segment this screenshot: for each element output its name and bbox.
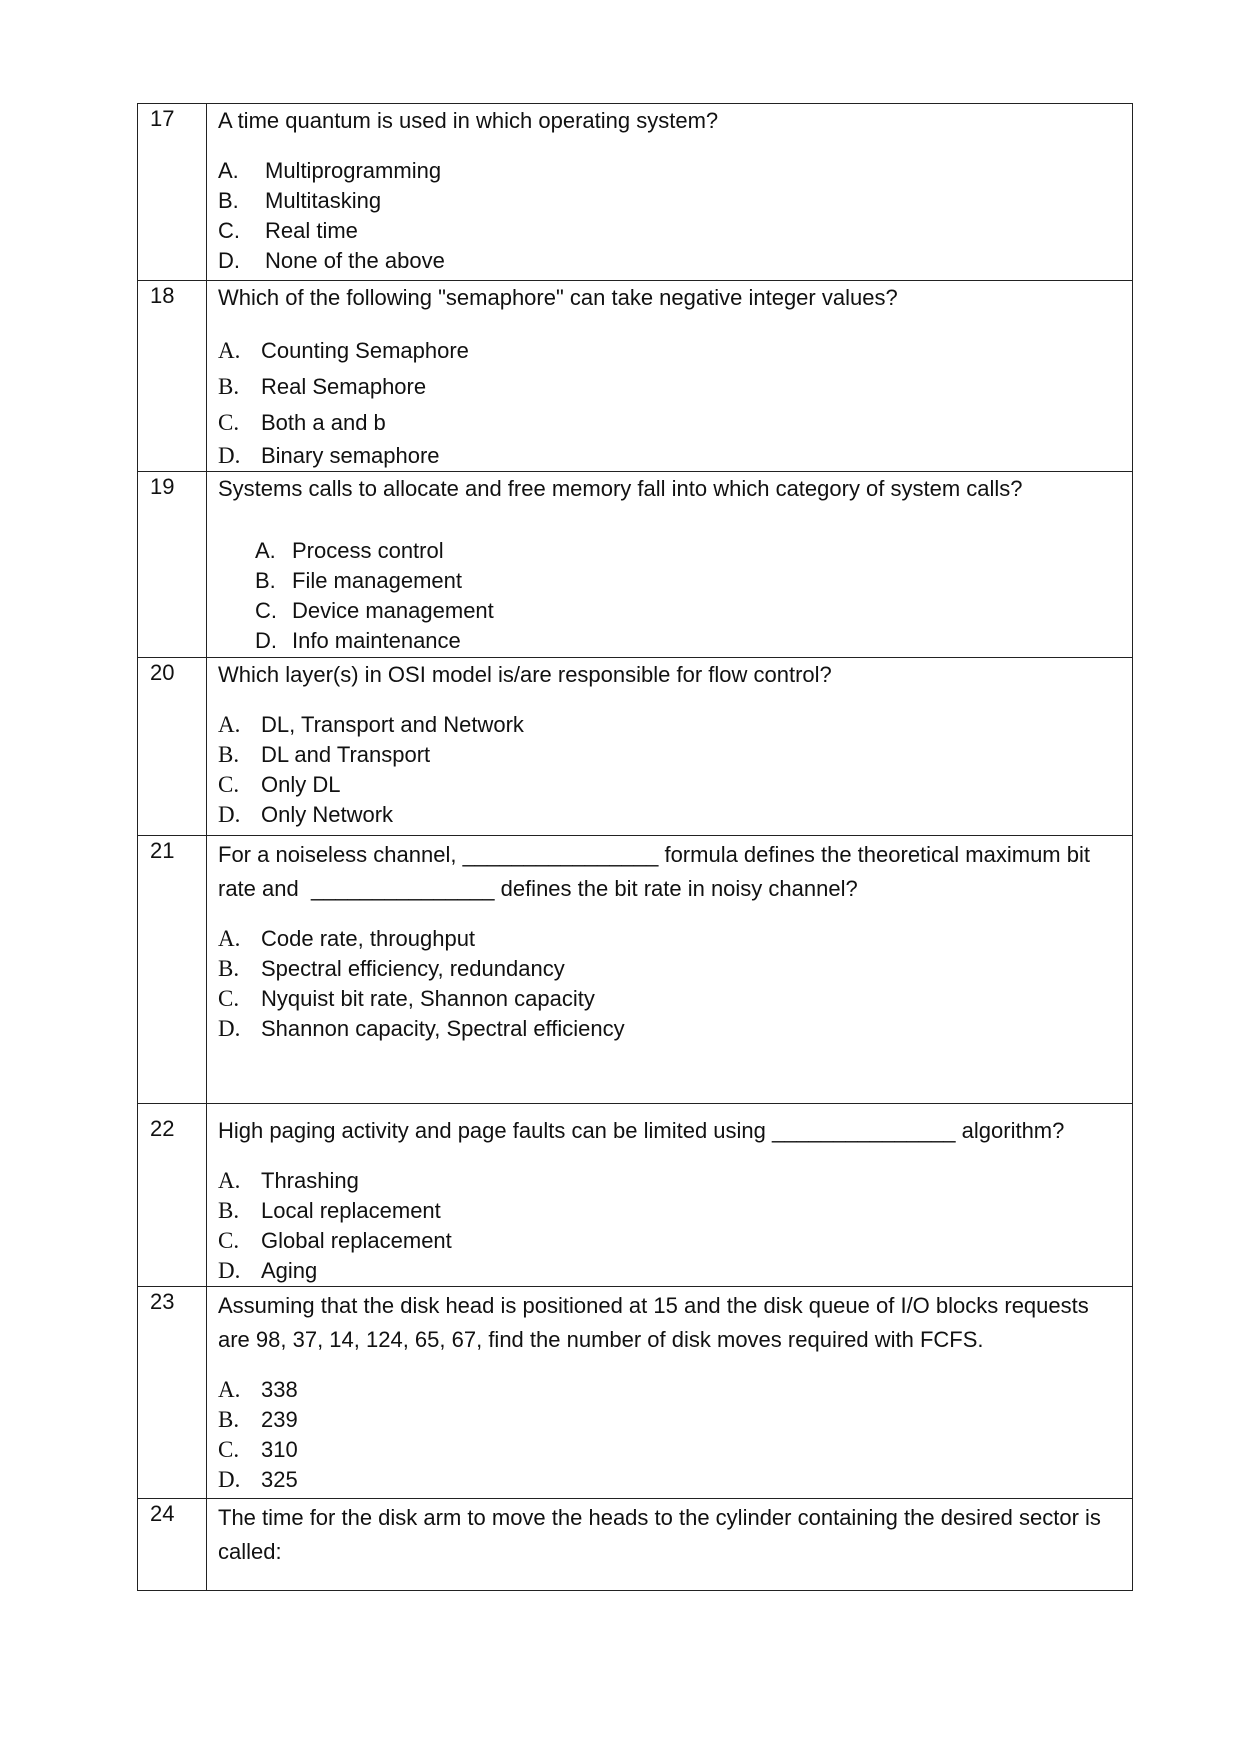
option-item <box>218 984 1122 1014</box>
question-row <box>138 1104 1133 1287</box>
question-text: Systems calls to allocate and free memory fall into which category of system calls? <box>218 476 1023 501</box>
question-cell <box>207 281 1133 472</box>
option-text: Only DL <box>261 772 341 797</box>
option-letter: C. <box>218 410 240 435</box>
option-letter: B. <box>255 568 276 593</box>
option-letter: C. <box>218 218 240 243</box>
question-number: 24 <box>138 1499 207 1591</box>
question-row <box>138 472 1133 658</box>
options-list <box>218 710 1122 830</box>
option-letter: B. <box>218 956 240 981</box>
option-letter: B. <box>218 374 240 399</box>
question-text: The time for the disk arm to move the heads to the cylinder containing the desired sector is called: <box>218 1505 1101 1564</box>
question-sheet <box>137 103 1133 1591</box>
option-item <box>218 924 1122 954</box>
question-text: For a noiseless channel, ________________ formula defines the theoretical maximum bit rate and _______________ defines the bit rate in noisy channel? <box>218 842 1097 901</box>
option-item <box>218 333 1122 369</box>
option-text: Aging <box>261 1258 318 1283</box>
option-text: DL, Transport and Network <box>261 712 524 737</box>
option-text: 239 <box>261 1407 298 1432</box>
option-text: Thrashing <box>261 1168 359 1193</box>
question-cell <box>207 472 1133 658</box>
question-cell <box>207 658 1133 836</box>
option-letter: D. <box>218 1258 241 1283</box>
option-item <box>218 1405 1122 1435</box>
option-letter: D. <box>218 248 240 273</box>
question-cell <box>207 1499 1133 1591</box>
option-text: Nyquist bit rate, Shannon capacity <box>261 986 595 1011</box>
option-item <box>218 596 1122 626</box>
option-text: 338 <box>261 1377 298 1402</box>
option-letter: A. <box>255 538 276 563</box>
option-text: Local replacement <box>261 1198 441 1223</box>
option-text: Only Network <box>261 802 394 827</box>
option-letter: D. <box>218 1467 241 1492</box>
question-text: A time quantum is used in which operating system? <box>218 108 719 133</box>
option-item <box>218 536 1122 566</box>
options-list <box>218 536 1122 656</box>
question-text: Assuming that the disk head is positioned at 15 and the disk queue of I/O blocks requests are 98, 37, 14, 124, 65, 67, find the number of disk moves required with FCFS. <box>218 1293 1089 1352</box>
option-text: Code rate, throughput <box>261 926 476 951</box>
option-item <box>218 1226 1122 1256</box>
question-cell <box>207 1104 1133 1287</box>
option-letter: B. <box>218 1198 240 1223</box>
option-letter: B. <box>218 1407 240 1432</box>
options-list <box>218 1166 1122 1286</box>
question-number: 19 <box>138 472 207 658</box>
question-row <box>138 836 1133 1104</box>
option-text: DL and Transport <box>261 742 431 767</box>
question-row <box>138 658 1133 836</box>
option-item <box>218 1465 1122 1495</box>
option-item <box>218 369 1122 405</box>
option-item <box>218 1196 1122 1226</box>
option-item <box>218 441 1122 471</box>
question-number: 21 <box>138 836 207 1104</box>
option-text: Binary semaphore <box>261 443 440 468</box>
question-row <box>138 104 1133 281</box>
option-item <box>218 1166 1122 1196</box>
options-list <box>218 156 1122 276</box>
option-letter: A. <box>218 158 239 183</box>
option-letter: D. <box>218 1016 241 1041</box>
option-letter: A. <box>218 338 241 363</box>
question-row <box>138 1287 1133 1499</box>
option-letter: C. <box>218 1437 240 1462</box>
option-item <box>218 186 1122 216</box>
question-text: Which layer(s) in OSI model is/are responsible for flow control? <box>218 662 832 687</box>
question-number: 22 <box>138 1104 207 1287</box>
question-row <box>138 1499 1133 1591</box>
option-text: Real time <box>265 218 358 243</box>
option-item <box>218 246 1122 276</box>
options-list <box>218 333 1122 471</box>
option-letter: C. <box>255 598 277 623</box>
option-letter: C. <box>218 986 240 1011</box>
option-item <box>218 770 1122 800</box>
question-number: 20 <box>138 658 207 836</box>
option-text: File management <box>292 568 462 593</box>
option-item <box>218 1375 1122 1405</box>
option-text: Real Semaphore <box>261 374 427 399</box>
option-item <box>218 1256 1122 1286</box>
option-text: 310 <box>261 1437 298 1462</box>
question-number: 17 <box>138 104 207 281</box>
option-text: Process control <box>292 538 444 563</box>
option-text: Multitasking <box>265 188 382 213</box>
option-item <box>218 1435 1122 1465</box>
option-text: Both a and b <box>261 410 386 435</box>
question-cell <box>207 104 1133 281</box>
questions-table <box>137 103 1133 1591</box>
option-letter: A. <box>218 712 241 737</box>
option-text: Info maintenance <box>292 628 461 653</box>
question-cell <box>207 1287 1133 1499</box>
option-letter: A. <box>218 926 241 951</box>
options-list <box>218 1375 1122 1495</box>
option-text: Spectral efficiency, redundancy <box>261 956 565 981</box>
option-item <box>218 954 1122 984</box>
option-letter: B. <box>218 742 240 767</box>
option-item <box>218 800 1122 830</box>
option-letter: C. <box>218 772 240 797</box>
question-text: Which of the following "semaphore" can take negative integer values? <box>218 285 898 310</box>
option-item <box>218 710 1122 740</box>
option-text: Counting Semaphore <box>261 338 469 363</box>
option-letter: A. <box>218 1377 241 1402</box>
option-letter: D. <box>255 628 277 653</box>
question-text: High paging activity and page faults can be limited using _______________ algorithm? <box>218 1118 1065 1143</box>
option-item <box>218 566 1122 596</box>
question-number: 23 <box>138 1287 207 1499</box>
option-item <box>218 1014 1122 1044</box>
option-letter: C. <box>218 1228 240 1253</box>
option-letter: A. <box>218 1168 241 1193</box>
question-cell <box>207 836 1133 1104</box>
option-text: Device management <box>292 598 494 623</box>
option-text: Global replacement <box>261 1228 452 1253</box>
option-text: 325 <box>261 1467 298 1492</box>
option-letter: D. <box>218 443 241 468</box>
question-number: 18 <box>138 281 207 472</box>
option-item <box>218 740 1122 770</box>
option-letter: B. <box>218 188 239 213</box>
option-item <box>218 626 1122 656</box>
option-text: Multiprogramming <box>265 158 442 183</box>
option-text: Shannon capacity, Spectral efficiency <box>261 1016 625 1041</box>
option-item <box>218 156 1122 186</box>
option-item <box>218 216 1122 246</box>
option-text: None of the above <box>265 248 445 273</box>
option-letter: D. <box>218 802 241 827</box>
option-item <box>218 405 1122 441</box>
options-list <box>218 924 1122 1044</box>
question-row <box>138 281 1133 472</box>
